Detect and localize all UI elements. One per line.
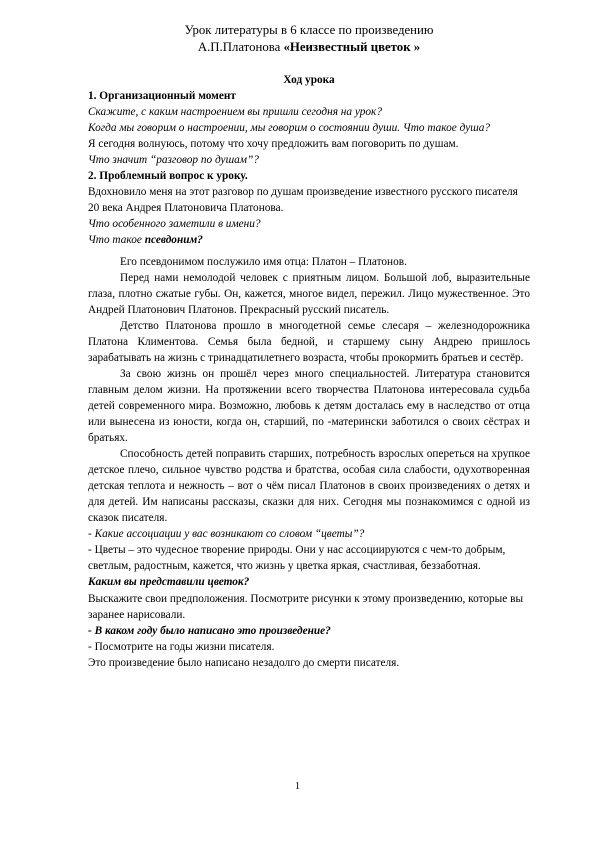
paragraph-career: За свою жизнь он прошёл через много специальностей. Литература становится главным делом жизни. На протяжении всего творчества Платонова интересовала судьба детей современного мира. Возможно, любовь к детям досталась ему в наследство от отца или вынесена из юности, когда он, старший, по -матерински заботился о своих сёстрах и братьях. <box>88 367 530 445</box>
paragraph-children-theme: Способность детей поправить старших, потребность взрослых опереться на хрупкое детское плечо, сильное чувство родства и братства, особая сила слабости, одухотворенная детская теплота и нежность – вот о чём писал Платонов в своих произведениях о детях и для детей. Им написаны рассказы, сказки для них. Сегодня мы познакомимся с одной из сказок писателя. <box>88 448 530 525</box>
text-worry: Я сегодня волнуюсь, потому что хочу предложить вам поговорить по душам. <box>88 138 459 151</box>
question-soul: Когда мы говорим о настроении, мы говорим о состоянии души. Что такое душа? <box>88 122 491 135</box>
paragraph-portrait: Перед нами немолодой человек с приятным лицом. Большой лоб, выразительные глаза, плотно сжатые губы. Он, кажется, многое видел, пережил. Лицо мужественное. Это Андрей Платонович Платонов. Прекрасный русский писатель. <box>88 271 530 316</box>
question-associations: - Какие ассоциации у вас возникают со словом “цветы”? <box>88 528 365 541</box>
question-pseudonym-lead: Что такое <box>88 234 145 247</box>
question-pseudonym-term: псевдоним? <box>144 234 203 247</box>
title-line-1: Урок литературы в 6 классе по произведению <box>184 23 434 37</box>
question-name: Что особенного заметили в имени? <box>88 218 261 231</box>
answer-flowers: - Цветы – это чудесное творение природы. Они у нас ассоциируются с чем-то добрым, светлым, радостным, кажется, что жизнь у цветка яркая, счастливая, беззаботная. <box>88 544 506 573</box>
question-imagine-flower: Каким вы представили цветок? <box>88 576 250 589</box>
question-mood: Скажите, с каким настроением вы пришли сегодня на урок? <box>88 106 382 119</box>
question-year: - В каком году было написано это произведение? <box>88 624 331 637</box>
document-title <box>88 22 530 56</box>
paragraph-pseudonym: Его псевдонимом послужило имя отца: Платон – Платонов. <box>120 255 407 268</box>
text-life-years: - Посмотрите на годы жизни писателя. <box>88 640 275 653</box>
section-1-title: 1. Организационный момент <box>88 90 236 103</box>
title-author: А.П.Платонова <box>197 40 284 54</box>
paragraph-childhood: Детство Платонова прошло в многодетной семье слесаря – железнодорожника Платона Климентова. Семья была бедной, и старшему сыну Андрею пришлось зарабатывать на жизнь с тринадцатилетнего возраста, чтобы прокормить братьев и сестёр. <box>88 319 530 364</box>
text-inspiration: Вдохновило меня на этот разговор по душам произведение известного русского писателя 20 века Андрея Платоновича Платонова. <box>88 186 518 215</box>
document-page <box>88 22 530 671</box>
title-line-2 <box>88 39 530 56</box>
text-drawings: Выскажите свои предположения. Посмотрите рисунки к этому произведению, которые вы заранее нарисовали. <box>88 592 524 621</box>
question-heart-talk: Что значит “разговор по душам”? <box>88 154 259 167</box>
title-work: «Неизвестный цветок » <box>283 40 421 54</box>
page-number: 1 <box>295 781 300 792</box>
text-before-death: Это произведение было написано незадолго до смерти писателя. <box>88 656 400 669</box>
lesson-heading: Ход урока <box>283 74 335 86</box>
question-pseudonym <box>88 232 530 248</box>
section-2-title: 2. Проблемный вопрос к уроку. <box>88 170 248 183</box>
